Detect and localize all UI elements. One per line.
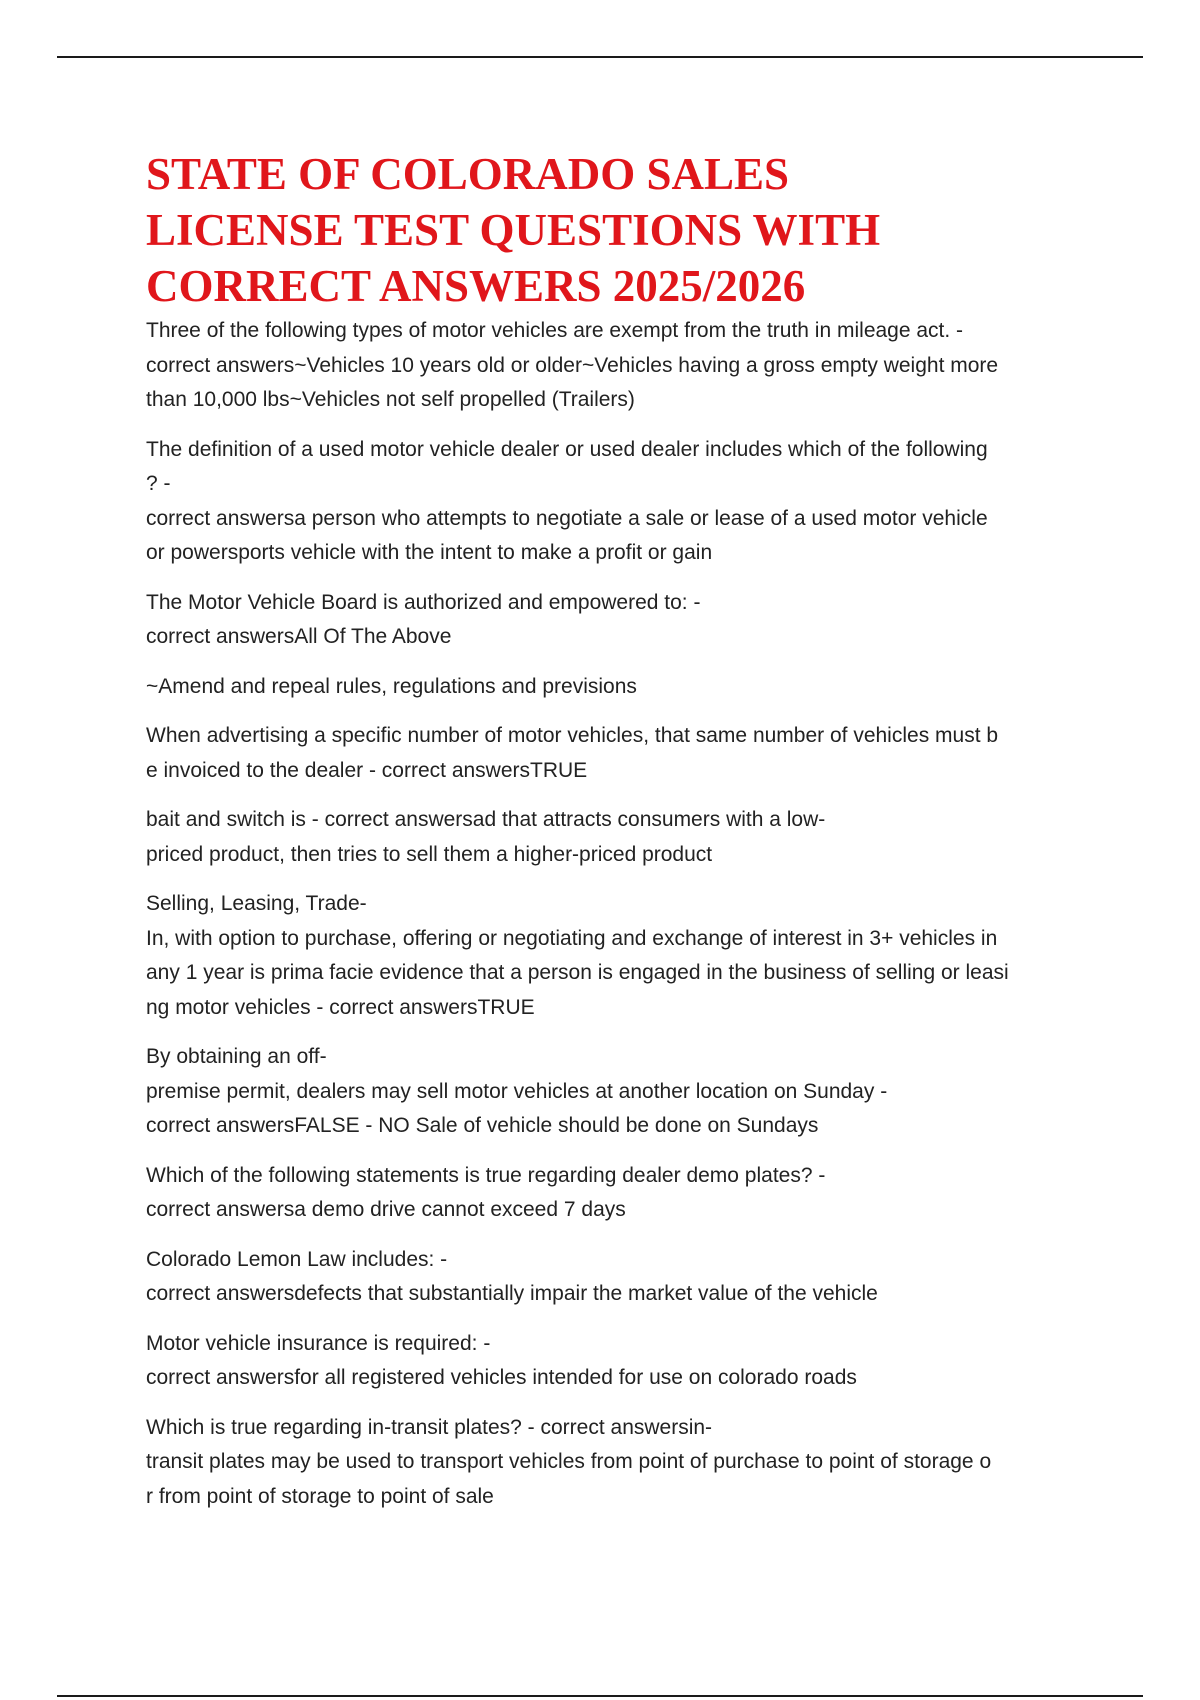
document-content: [146, 146, 1066, 1529]
question-paragraph: By obtaining an off- premise permit, dealers may sell motor vehicles at another location on Sunday - correct answersFALSE - NO Sale of vehicle should be done on Sundays: [146, 1045, 888, 1137]
question-paragraph: bait and switch is - correct answersad that attracts consumers with a low- priced product, then tries to sell them a higher-priced product: [146, 808, 826, 866]
question-paragraph: The Motor Vehicle Board is authorized and empowered to: - correct answersAll Of The Above: [146, 590, 701, 648]
question-paragraph: Which of the following statements is true regarding dealer demo plates? - correct answersa demo drive cannot exceed 7 days: [146, 1163, 826, 1221]
bottom-rule: [57, 1695, 1143, 1697]
question-paragraph: Motor vehicle insurance is required: - correct answersfor all registered vehicles intended for use on colorado roads: [146, 1331, 857, 1389]
title-line-2: LICENSE TEST QUESTIONS WITH: [146, 205, 881, 255]
document-title: [146, 146, 1006, 314]
question-paragraph: The definition of a used motor vehicle dealer or used dealer includes which of the following ? - correct answersa person who attempts to negotiate a sale or lease of a used motor vehicle or powersports vehicle with the intent to make a profit or gain: [146, 437, 988, 564]
title-line-3: CORRECT ANSWERS 2025/2026: [146, 261, 806, 311]
question-paragraph: Three of the following types of motor vehicles are exempt from the truth in mileage act. - correct answers~Vehicles 10 years old or older~Vehicles having a gross empty weight more than 10,000 lbs~Vehicles not self propelled (Trailers): [146, 319, 999, 411]
top-rule: [57, 56, 1143, 58]
question-paragraph: Colorado Lemon Law includes: - correct answersdefects that substantially impair the market value of the vehicle: [146, 1247, 878, 1305]
question-paragraph: When advertising a specific number of motor vehicles, that same number of vehicles must b e invoiced to the dealer - correct answersTRUE: [146, 724, 999, 782]
answer-detail-paragraph: ~Amend and repeal rules, regulations and previsions: [146, 674, 637, 698]
question-paragraph: Selling, Leasing, Trade- In, with option to purchase, offering or negotiating and exchange of interest in 3+ vehicles in any 1 year is prima facie evidence that a person is engaged in the business of selling or leasi ng motor vehicles - correct answersTRUE: [146, 892, 1009, 1019]
question-paragraph: Which is true regarding in-transit plates? - correct answersin- transit plates may be used to transport vehicles from point of purchase to point of storage o r from point of storage to point of sale: [146, 1415, 992, 1508]
title-line-1: STATE OF COLORADO SALES: [146, 149, 790, 199]
